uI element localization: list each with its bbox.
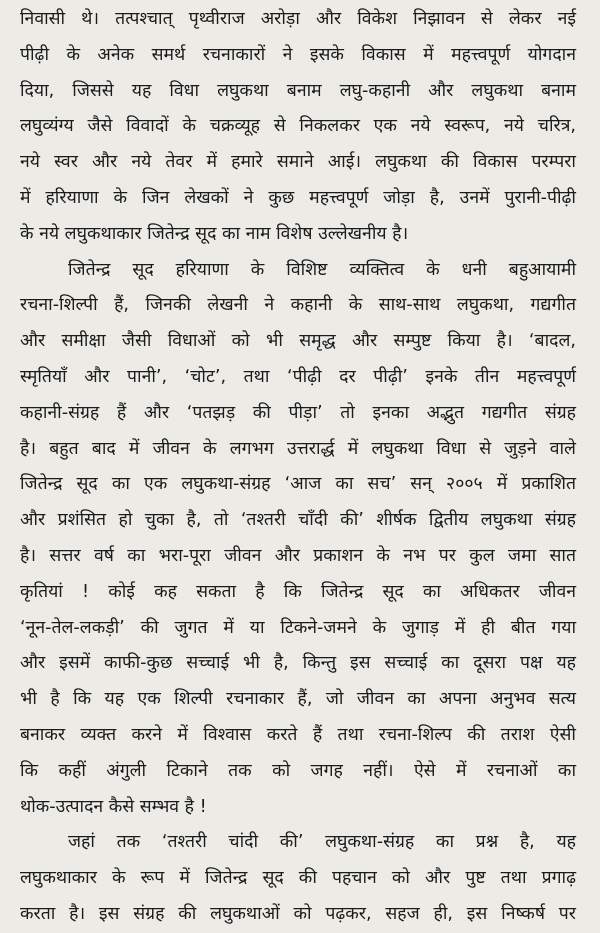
text-line: में हरियाणा के जिन लेखकों ने कुछ महत्त्वपूर्ण जोड़ा है, उनमें पुरानी-पीढ़ी [20, 187, 576, 208]
text-line: बनाकर व्यक्त करने में विश्वास करते हैं तथा रचना-शिल्प की तराश ऐसी [20, 724, 576, 745]
text-line: कृतियां ! कोई कह सकता है कि जितेन्द्र सूद का अधिकतर जीवन [20, 581, 576, 602]
text-line: और इसमें काफी-कुछ सच्चाई भी है, किन्तु इस सच्चाई का दूसरा पक्ष यह [20, 653, 576, 674]
paragraph-collection-intro [20, 825, 576, 932]
text-line: पीढ़ी के अनेक समर्थ रचनाकारों ने इसके विकास में महत्त्वपूर्ण योगदान [20, 44, 576, 65]
text-line: थोक-उत्पादन कैसे सम्भव है ! [20, 796, 207, 817]
paragraph-intro [20, 2, 576, 253]
text-line: है। बहुत बाद में जीवन के लगभग उत्तरार्द्ध में लघुकथा विधा से जुड़ने वाले [20, 438, 576, 459]
text-line: और प्रशंसित हो चुका है, तो ‘तश्तरी चाँदी की’ शीर्षक द्वितीय लघुकथा संग्रह [20, 510, 576, 531]
text-line: कि कहीं अंगुली टिकाने तक को जगह नहीं। ऐसे में रचनाओं का [20, 760, 576, 781]
text-line: जितेन्द्र सूद हरियाणा के विशिष्ट व्यक्तित्व के धनी बहुआयामी [68, 259, 576, 280]
text-line: करता है। इस संग्रह की लघुकथाओं को पढ़कर, सहज ही, इस निष्कर्ष पर [20, 903, 576, 924]
text-line: नये स्वर और नये तेवर में हमारे समाने आई। लघुकथा की विकास परम्परा [20, 152, 576, 173]
text-line: लघुव्यंग्य जैसे विवादों के चक्रव्यूह से निकलकर एक नये स्वरूप, नये चरित्र, [20, 116, 576, 137]
text-line: ‘नून-तेल-लकड़ी’ की जुगत में या टिकने-जमने के जुगाड़ में ही बीत गया [20, 617, 576, 638]
text-line: स्मृतियाँ और पानी’, ‘चोट’, तथा ‘पीढ़ी दर पीढ़ी’ इनके तीन महत्त्वपूर्ण [20, 366, 576, 387]
text-line: जहां तक ‘तश्तरी चांदी की’ लघुकथा-संग्रह का प्रश्न है, यह [68, 832, 576, 853]
text-line: लघुकथाकार के रूप में जितेन्द्र सूद की पहचान को और पुष्ट तथा प्रगाढ़ [20, 868, 576, 889]
text-line: रचना-शिल्पी हैं, जिनकी लेखनी ने कहानी के साथ-साथ लघुकथा, गद्यगीत [20, 295, 576, 316]
text-line: के नये लघुकथाकार जितेन्द्र सूद का नाम विशेष उल्लेखनीय है। [20, 223, 409, 244]
text-line: है। सत्तर वर्ष का भरा-पूरा जीवन और प्रकाशन के नभ पर कुल जमा सात [20, 545, 576, 566]
text-line: दिया, जिससे यह विधा लघुकथा बनाम लघु-कहानी और लघुकथा बनाम [20, 80, 576, 101]
text-line: जितेन्द्र सूद का एक लघुकथा-संग्रह ‘आज का सच’ सन् २००५ में प्रकाशित [20, 474, 576, 495]
text-line: और समीक्षा जैसी विधाओं को भी समृद्ध और सम्पुष्ट किया है। ‘बादल, [20, 331, 576, 352]
text-line: निवासी थे। तत्पश्चात् पृथ्वीराज अरोड़ा और विकेश निझावन से लेकर नई [20, 9, 576, 29]
text-line: भी है कि यह एक शिल्पी रचनाकार हैं, जो जीवन का अपना अनुभव सत्य [20, 689, 576, 710]
text-line: कहानी-संग्रह हैं और ‘पतझड़ की पीड़ा’ तो इनका अद्भुत गद्यगीत संग्रह [20, 402, 576, 423]
paragraph-author-profile [20, 253, 576, 826]
